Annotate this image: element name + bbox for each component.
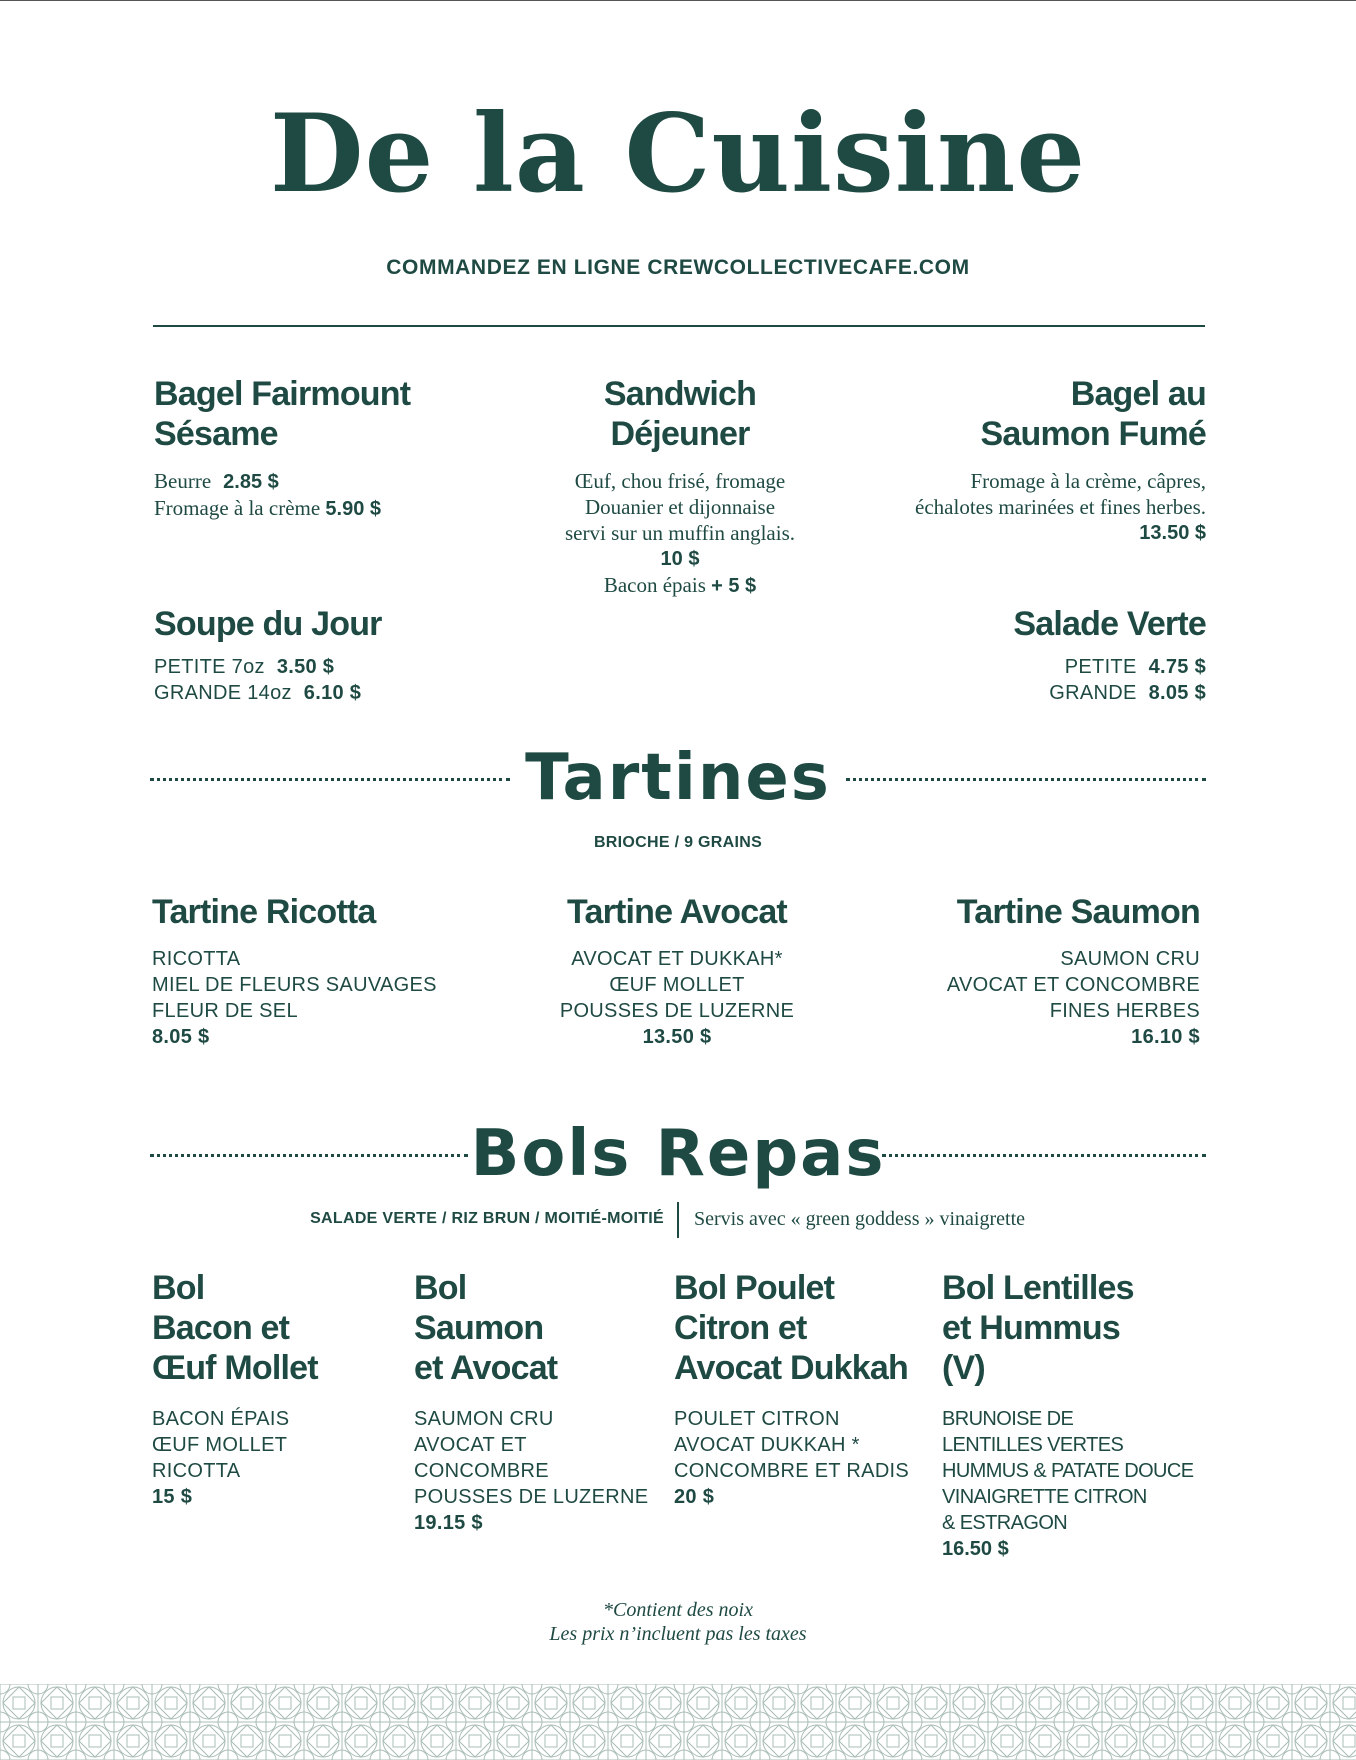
menu-item-bol-lentilles xyxy=(942,1268,1206,1562)
item-name: Tartine Avocat xyxy=(567,893,787,931)
ingredient: ŒUF MOLLET xyxy=(609,974,745,996)
item-sizes xyxy=(154,654,514,706)
ingredient: POUSSES DE LUZERNE xyxy=(559,1000,795,1022)
item-price: 16.50 $ xyxy=(942,1538,1009,1560)
option-price: 2.85 $ xyxy=(223,471,279,493)
item-name-line: Bol Lentilles xyxy=(942,1269,1134,1307)
item-name-line: Œuf Mollet xyxy=(152,1349,318,1387)
menu-item-tartine-saumon xyxy=(840,892,1200,1050)
ingredient-list xyxy=(840,946,1200,1050)
ingredient: AVOCAT ET xyxy=(414,1434,527,1456)
ingredient: SAUMON CRU xyxy=(1060,948,1200,970)
item-name-line: Bagel Fairmount xyxy=(154,375,411,413)
allergy-note: *Contient des noix xyxy=(603,1599,753,1621)
ingredient-list xyxy=(520,946,834,1050)
item-name-line: Sandwich xyxy=(603,375,757,413)
item-price: 20 $ xyxy=(674,1486,715,1508)
ingredient-list xyxy=(414,1406,664,1536)
ingredient: CONCOMBRE ET RADIS xyxy=(674,1460,910,1482)
item-name-line: Bol Poulet xyxy=(674,1269,835,1307)
decorative-tile-pattern xyxy=(0,1684,1356,1760)
ingredient: MIEL DE FLEURS SAUVAGES xyxy=(152,974,437,996)
top-border xyxy=(0,0,1356,1)
item-name-line: Saumon xyxy=(414,1309,544,1347)
item-name xyxy=(510,374,850,454)
size-label: PETITE xyxy=(1064,656,1137,678)
section-title: Tartines xyxy=(525,741,831,815)
tartines-subtitle: BRIOCHE / 9 GRAINS xyxy=(593,834,763,851)
item-name xyxy=(942,1268,1206,1388)
tax-note: Les prix n’incluent pas les taxes xyxy=(549,1623,807,1645)
section-title: Bols Repas xyxy=(470,1117,886,1191)
description-line: servi sur un muffin anglais. xyxy=(565,521,795,545)
item-name xyxy=(414,1268,664,1388)
ingredient: FINES HERBES xyxy=(1049,1000,1200,1022)
item-price: 13.50 $ xyxy=(642,1026,712,1048)
ingredient: ŒUF MOLLET xyxy=(152,1434,288,1456)
item-options xyxy=(154,468,514,522)
item-name-line: Citron et xyxy=(674,1309,807,1347)
item-price: 15 $ xyxy=(152,1486,193,1508)
item-name-line: Bol xyxy=(152,1269,205,1307)
size-label: GRANDE xyxy=(1049,682,1137,704)
description-line: Douanier et dijonnaise xyxy=(584,495,776,519)
size-price: 8.05 $ xyxy=(1148,682,1206,704)
bols-base-options: SALADE VERTE / RIZ BRUN / MOITIÉ-MOITIÉ xyxy=(310,1210,664,1227)
item-name: Soupe du Jour xyxy=(154,605,382,643)
extra-price: + 5 $ xyxy=(711,575,757,597)
order-online-link[interactable]: COMMANDEZ EN LIGNE CREWCOLLECTIVECAFE.COM xyxy=(386,256,970,279)
ingredient-list xyxy=(674,1406,936,1510)
ingredient: BACON ÉPAIS xyxy=(152,1408,290,1430)
item-description xyxy=(836,468,1206,546)
item-name xyxy=(154,374,514,454)
item-price: 16.10 $ xyxy=(1131,1026,1200,1048)
size-price: 3.50 $ xyxy=(276,656,335,678)
item-price: 13.50 $ xyxy=(1139,522,1206,544)
menu-item-bol-saumon xyxy=(414,1268,664,1536)
ingredient: FLEUR DE SEL xyxy=(152,1000,298,1022)
ingredient: AVOCAT ET CONCOMBRE xyxy=(946,974,1200,996)
option-label: Beurre xyxy=(154,469,212,493)
item-price: 19.15 $ xyxy=(414,1512,483,1534)
ingredient: AVOCAT ET DUKKAH* xyxy=(571,948,783,970)
ingredient: HUMMUS & PATATE DOUCE xyxy=(942,1460,1194,1482)
header-divider xyxy=(153,325,1205,327)
section-header-bols xyxy=(150,1114,1206,1194)
menu-item-soupe xyxy=(154,604,514,706)
ingredient: CONCOMBRE xyxy=(414,1460,549,1482)
menu-item-sandwich xyxy=(510,374,850,599)
ingredient: AVOCAT DUKKAH * xyxy=(674,1434,860,1456)
ingredient-list xyxy=(152,1406,402,1510)
option-label: Fromage à la crème xyxy=(154,496,321,520)
size-label: GRANDE 14oz xyxy=(154,682,292,704)
item-name-line: Bacon et xyxy=(152,1309,290,1347)
item-name-line: et Hummus xyxy=(942,1309,1120,1347)
bols-subtitle xyxy=(0,1202,1356,1238)
bols-dressing-note: Servis avec « green goddess » vinaigrette xyxy=(694,1208,1026,1230)
item-name: Tartine Ricotta xyxy=(152,893,376,931)
footer-notes xyxy=(0,1598,1356,1646)
menu-item-bol-bacon xyxy=(152,1268,402,1510)
item-description xyxy=(510,468,850,599)
section-header-tartines xyxy=(150,738,1206,818)
description-line: Fromage à la crème, câpres, xyxy=(970,469,1206,493)
menu-item-tartine-avocat xyxy=(520,892,834,1050)
ingredient: VINAIGRETTE CITRON xyxy=(942,1486,1147,1508)
ingredient: BRUNOISE DE xyxy=(942,1408,1074,1430)
item-name-line: (V) xyxy=(942,1349,985,1387)
item-name-line: Sésame xyxy=(154,415,278,453)
item-price: 10 $ xyxy=(660,548,700,570)
extra-label: Bacon épais xyxy=(603,573,706,597)
ingredient: & ESTRAGON xyxy=(942,1512,1068,1534)
page-title: De la Cuisine xyxy=(269,91,1087,217)
item-name xyxy=(152,1268,402,1388)
ingredient-list xyxy=(152,946,512,1050)
menu-item-bagel-sesame xyxy=(154,374,514,522)
item-name: Tartine Saumon xyxy=(956,893,1200,931)
ingredient-list xyxy=(942,1406,1206,1562)
size-price: 4.75 $ xyxy=(1148,656,1206,678)
ingredient: RICOTTA xyxy=(152,1460,241,1482)
menu-item-bol-poulet xyxy=(674,1268,936,1510)
menu-item-tartine-ricotta xyxy=(152,892,512,1050)
subtitle-separator xyxy=(677,1202,679,1238)
item-name: Salade Verte xyxy=(1013,605,1206,643)
description-line: échalotes marinées et fines herbes. xyxy=(915,495,1206,519)
menu-item-bagel-saumon xyxy=(836,374,1206,546)
item-name xyxy=(674,1268,936,1388)
item-name-line: et Avocat xyxy=(414,1349,558,1387)
item-name-line: Bagel au xyxy=(1070,375,1206,413)
item-name-line: Saumon Fumé xyxy=(980,415,1206,453)
ingredient: SAUMON CRU xyxy=(414,1408,554,1430)
ingredient: RICOTTA xyxy=(152,948,241,970)
item-price: 8.05 $ xyxy=(152,1026,210,1048)
menu-item-salade xyxy=(856,604,1206,706)
description-line: Œuf, chou frisé, fromage xyxy=(574,469,786,493)
item-name-line: Déjeuner xyxy=(610,415,750,453)
item-name xyxy=(836,374,1206,454)
ingredient: POULET CITRON xyxy=(674,1408,840,1430)
ingredient: POUSSES DE LUZERNE xyxy=(414,1486,649,1508)
option-price: 5.90 $ xyxy=(325,498,382,520)
size-price: 6.10 $ xyxy=(303,682,362,704)
item-sizes xyxy=(856,654,1206,706)
ingredient: LENTILLES VERTES xyxy=(942,1434,1124,1456)
item-name-line: Bol xyxy=(414,1269,467,1307)
item-name-line: Avocat Dukkah xyxy=(674,1349,908,1387)
size-label: PETITE 7oz xyxy=(154,656,265,678)
